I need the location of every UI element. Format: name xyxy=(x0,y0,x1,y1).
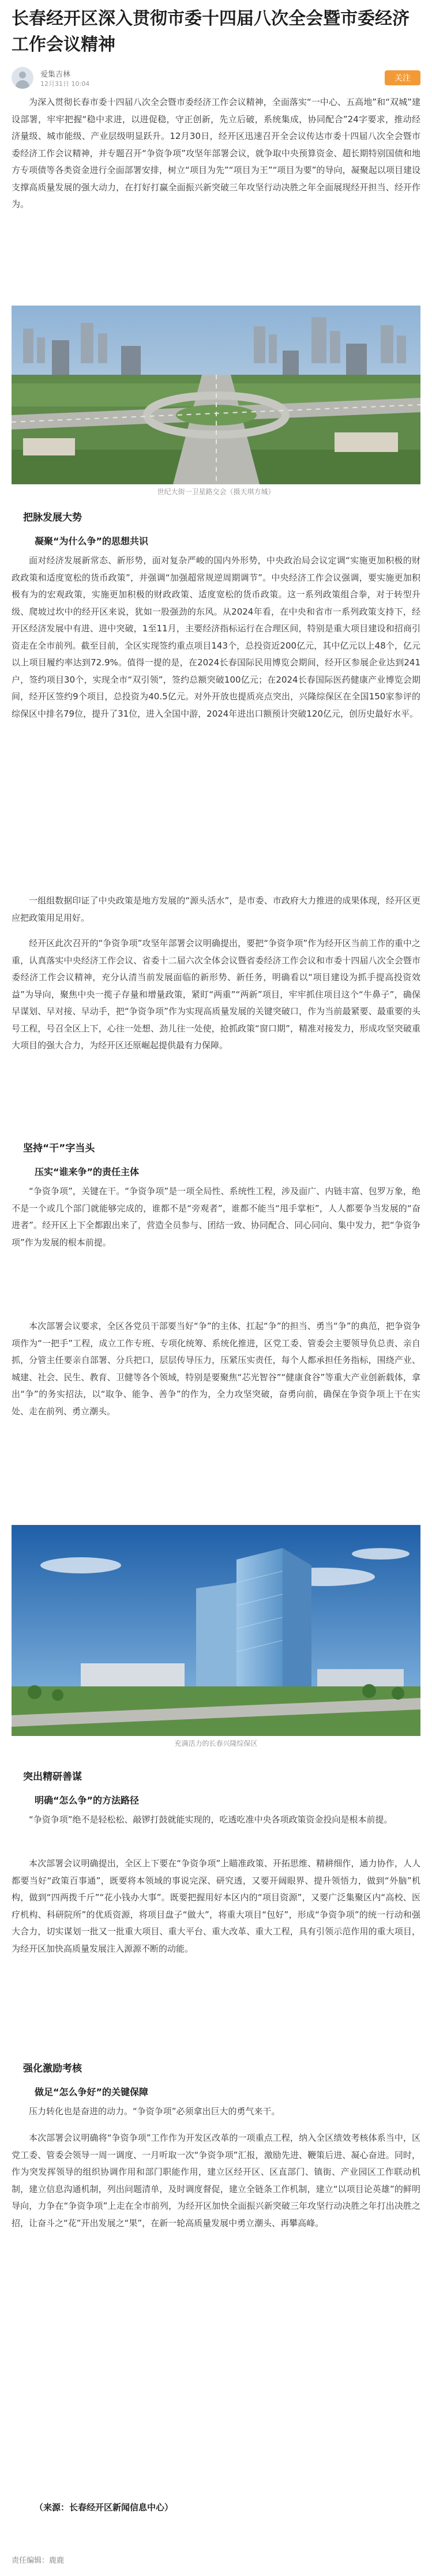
paragraph-intro: 为深入贯彻长春市委十四届八次全会暨市委经济工作会议精神，全面落实“一中心、五高地”和“双城”建设部署，牢牢把握“稳中求进，以进促稳，守正创新，先立后破，系统集成，协同配合”24字要求，推动经济量级、城市能级、产业层级明显跃升。12月30日，经开区迅速召开全会议传达市委十四届八次全会暨市委经济工作会议精神，并专题召开“争资争项”攻坚年部署会议，就争取中央预算资金、超长期特别国债和地方专项债等各类资金进行全面部署安排，树立“项目为先”“项目为王”“项目为要”的导向，凝聚起以项目建设支撑高质量发展的强大动力，在打好打赢全面振兴新突破三年攻坚行动决胜之年全面展现经开担当、经开作为。 xyxy=(12,97,420,209)
section-heading: 坚持“干”字当头 xyxy=(23,1143,95,1154)
avatar-body-icon xyxy=(16,80,29,89)
paragraph-responsibility: 本次部署会议要求，全区各党员干部要当好“争”的主体、扛起“争”的担当、勇当“争”的典范，把争资争项作为“一把手”工程，成立工作专班、专项化统筹、系统化推进，区党工委、管委会主要领导负总责、亲自抓，分管主任要亲自部署、分兵把口，层层传导压力，压紧压实责任，每个人都承担任务指标，围绕产业、城建、社会、民生、教育、卫健等各个领域，特别是要聚焦“芯光智谷”“健康食谷”等重大产业创新载体，拿出“争”的务实招法，以“取争、能争、善争”的作为，全力攻坚突破，奋勇向前，确保在争资争项上干在实处、走在前列、勇立潮头。 xyxy=(12,1321,421,1417)
section-heading: 把脉发展大势 xyxy=(23,512,82,524)
section-subhead: 压实“谁来争”的责任主体 xyxy=(35,1166,140,1177)
paragraph-assessment: 本次部署会议明确将“争资争项”工作作为开发区改革的一项重点工程，纳入全区绩效考核体系当中，区党工委、管委会领导一周一调度、一月听取一次“争资争项”汇报，激励先进、鞭策后进、凝心奋进。同时，作为突发挥领导的组织协调作用和部门职能作用，建立区经开区、区直部门、镇街、产业园区工作联动机制，建立信息沟通机制，列出问题清单，及时调度督促，建立全链条工作机制，建立“以项目论英雄”的鲜明导向，力争在“争资争项”上走在全市前列，为经开区加快全面振兴新突破三年攻坚行动决胜之年打出决胜之招，让奋斗之“花”开出发展之“果”，在新一轮高质量发展中勇立潮头、再攀高峰。 xyxy=(12,2133,420,2228)
paragraph-action: “争资争项”，关键在干。“争资争项”是一项全局性、系统性工程，涉及面广、内链丰富、包罗万象，绝不是一个或几个部门就能够完成的，谁都不是“旁观者”，谁都不能当“甩手掌柜”，人人都要争当发展的“奋进者”。经开区上下全都跟出来了，营造全员参与、团结一致、协同配合、同心同向、集中发力，把“争资争项”作为发展的根本前提。 xyxy=(12,1186,420,1248)
section-heading: 强化激励考核 xyxy=(23,2063,82,2074)
section-subhead: 明确“怎么争”的方法路径 xyxy=(35,1795,140,1806)
avatar-head-icon xyxy=(19,71,26,78)
section-subhead: 做足“怎么争好”的关键保障 xyxy=(35,2087,149,2097)
aerial-interchange-image xyxy=(12,306,420,484)
paragraph-data: 一组组数据印证了中央政策是地方发展的“源头活水”，是市委、市政府大力推进的成果体现，经开区更应把政策用足用好。 xyxy=(12,895,420,923)
publish-date: 12月31日 10:04 xyxy=(40,80,90,88)
author-name[interactable]: 爱集吉林 xyxy=(40,70,71,79)
bonded-zone-image xyxy=(12,1525,420,1736)
author-meta-row xyxy=(12,65,420,91)
avatar[interactable] xyxy=(12,67,33,89)
paragraph-motivation: 压力转化也是奋进的动力。“争资争项”必须拿出巨大的勇气来干。 xyxy=(29,2106,280,2116)
follow-button[interactable]: 关注 xyxy=(385,70,420,85)
paragraph-method: “争资争项”绝不是轻松松、敲锣打鼓就能实现的，吃透吃准中央各项政策资金投向是根本前提。 xyxy=(29,1814,393,1825)
paragraph-policy: 面对经济发展新常态、新形势，面对复杂严峻的国内外形势，中央政治局会议定调“实施更加积极的财政政策和适度宽松的货币政策”，并强调“加强超常规逆周期调节”。中央经济工作会议强调，要实施更加积极有为的宏观政策，实施更加积极的财政政策、适度宽松的货币政策。这一系列政策组合拳，对于转型升级、爬坡过坎中的经开区来说，犹如一股强劲的东风。从2024年看，在中央和省市一系列政策支持下，经开区经济发展中有进、进中突破，1至11月，主要经济指标运行在合理区间，特别是重大项目建设和招商引资走在全市前列。截至目前，全区实现签约重点项目143个，总投资近200亿元，其中亿元以上48个，亿元以上项目履约率达到72.9%。值得一提的是，在2024长春国际民用博览会期间，经开区参展企业达到241户，签约项目30个，实现全市“双引领”，签约总额突破100亿元；在2024长春国际医药健康产业博览会期间，经开区签约9个项目，总投资为40.5亿元。对外开放也提质亮点突出，兴隆综保区在全国150家参评的综保区中排名79位，提升了31位，进入全国中游，2024年进出口额预计突破120亿元，创历史最好水平。 xyxy=(12,555,420,719)
paragraph-strategy: 本次部署会议明确提出，全区上下要在“争资争项”上瞄准政策、开拓思维、精耕细作，通力协作，人人都要当好“政策百事通”，既要将本领域的事说完深、研究透，又要开阔眼界、提升领悟力，做到“外脑”机构，做到“四两拨千斤”“花小钱办大事”。既要把握用好本区内的“项目资源”，又要广泛集聚区内“高校、医疗机构、科研院所”的优质资源，将项目盘子“做大”，将重大项目“包好”，形成“争资争项”的统一行动和强大合力，切实谋划一批又一批重大项目、重大平台、重大改革、重大工程，具有引领示范作用的重大项目，为经开区加快高质量发展注入源源不断的动能。 xyxy=(12,1858,420,1954)
figure-bonded-zone xyxy=(12,1525,420,1752)
article-title: 长春经开区深入贯彻市委十四届八次全会暨市委经济工作会议精神 xyxy=(12,9,410,55)
figure-interchange xyxy=(12,306,420,500)
figure-caption: 世纪大街一卫星路交会（摄天琪方城） xyxy=(157,488,275,496)
section-heading: 突出精研善谋 xyxy=(23,1771,82,1783)
figure-caption: 充满活力的长春兴隆综保区 xyxy=(174,1739,258,1748)
source-line: （来源：长春经开区新闻信息中心） xyxy=(35,2502,174,2513)
paragraph-deployment: 经开区此次召开的“争资争项”攻坚年部署会议明确提出，要把“争资争项”作为经开区当前工作的重中之重，认真落实中央经济工作会议、省委十二届六次全体会议暨省委经济工作会议和市委十四届八次全会暨市委经济工作会议精神，充分认清当前发展面临的新形势、新任务，明确看以“项目建设为抓手提高投资效益”为导向，聚焦中央一揽子存量和增量政策，紧盯“两重”“两新”项目，牢牢抓住项目这个“牛鼻子”，确保早谋划、早对接、早动手，把“争资争项”作为实现高质量发展的关键突破口，作为当前最紧要、最重要的头号工程，号召全区上下，心往一处想、劲儿往一处使，抢抓政策“窗口期”，精准对接发力，形成攻坚突破重大项目的强大合力，为经开区还原崛起提供最有力保障。 xyxy=(12,938,420,1050)
editor-line: 责任编辑：鹿鹿 xyxy=(12,2556,65,2565)
section-subhead: 凝聚“为什么争”的思想共识 xyxy=(35,536,149,547)
